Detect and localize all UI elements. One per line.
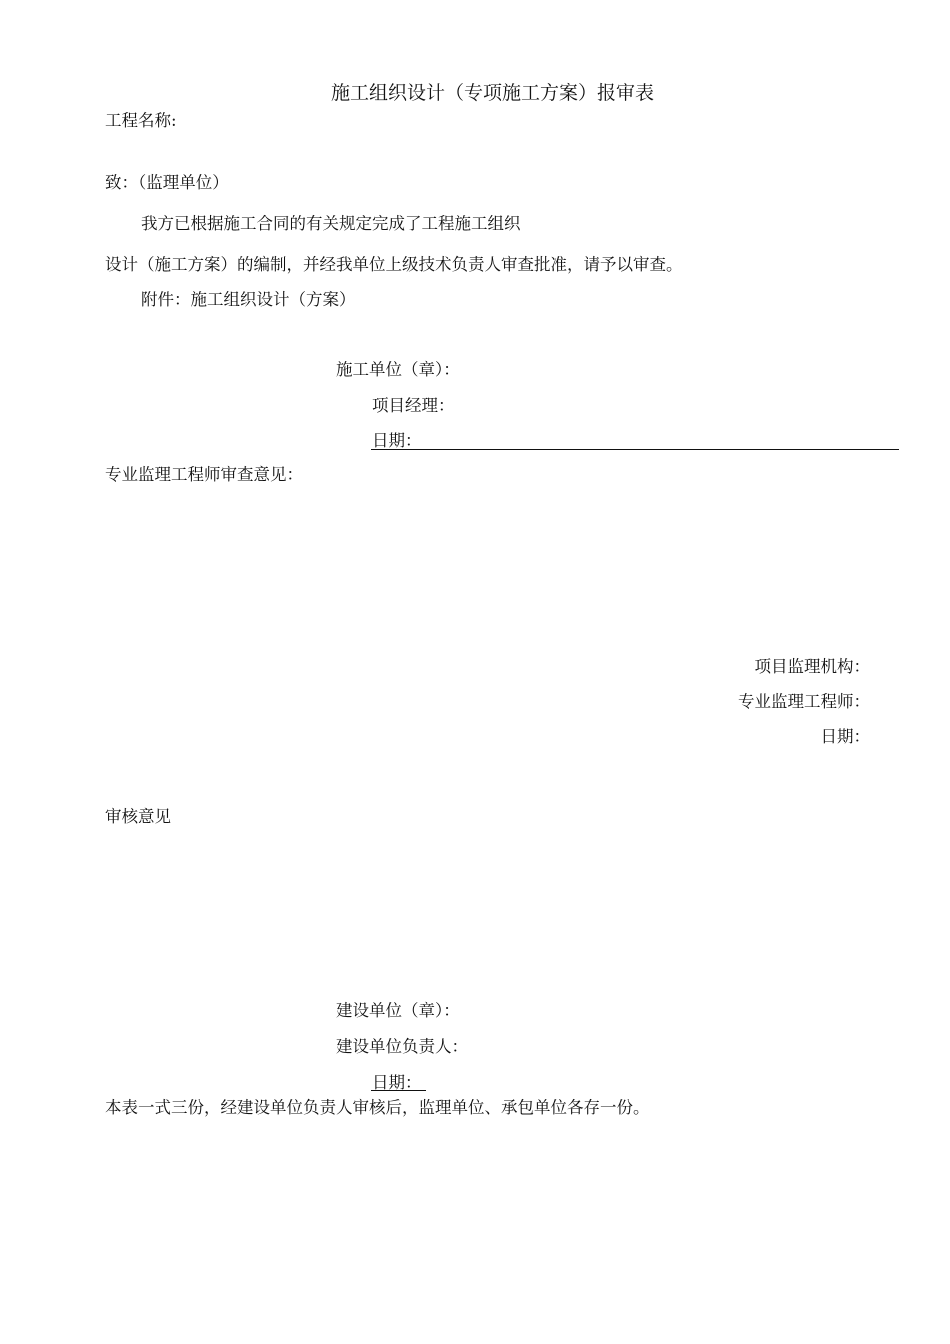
form-title: 施工组织设计（专项施工方案）报审表: [331, 82, 655, 104]
addressee-line: 致：（监理单位）: [105, 173, 229, 192]
contractor-date-label: 日期：: [372, 431, 422, 450]
owner-unit-label: 建设单位（章）：: [336, 1001, 460, 1020]
supervising-engineer-label: 专业监理工程师：: [738, 692, 870, 711]
body-text-line-1: 我方已根据施工合同的有关规定完成了工程施工组织: [141, 214, 521, 233]
supervision-org-label: 项目监理机构：: [754, 657, 870, 676]
attachment-line: 附件：施工组织设计（方案）: [141, 290, 356, 309]
body-text-line-2: 设计（施工方案）的编制，并经我单位上级技术负责人审查批准，请予以审查。: [105, 255, 683, 274]
supervisor-opinion-label: 专业监理工程师审查意见：: [105, 465, 303, 484]
owner-date-label: 日期：: [372, 1073, 422, 1092]
supervisor-date-label: 日期：: [820, 727, 870, 746]
project-name-label: 工程名称:: [105, 111, 177, 130]
review-opinion-label: 审核意见: [105, 807, 171, 826]
owner-date-underline: [371, 1090, 426, 1091]
project-manager-label: 项目经理：: [372, 396, 455, 415]
owner-leader-label: 建设单位负责人：: [336, 1037, 468, 1056]
footer-note: 本表一式三份，经建设单位负责人审核后，监理单位、承包单位各存一份。: [105, 1098, 650, 1117]
contractor-unit-label: 施工单位（章）：: [336, 360, 460, 379]
contractor-date-underline: [371, 449, 899, 450]
